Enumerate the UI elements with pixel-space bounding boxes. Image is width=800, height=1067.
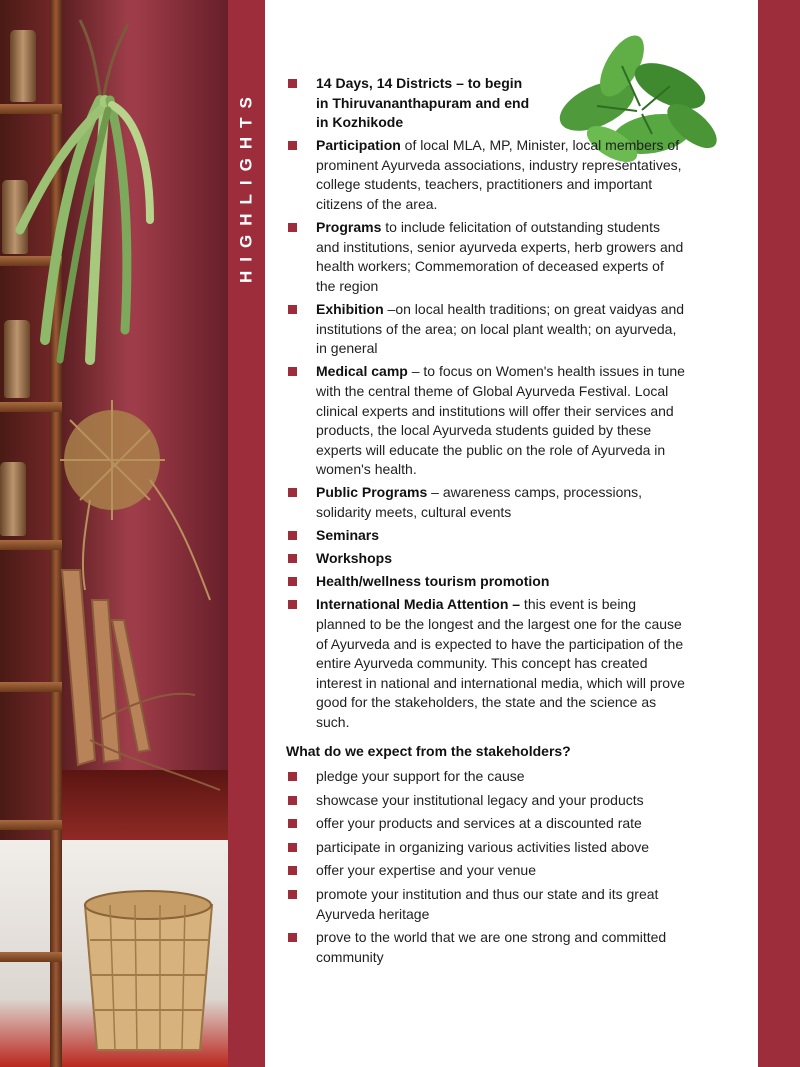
square-bullet-icon (288, 819, 297, 828)
square-bullet-icon (288, 796, 297, 805)
square-bullet-icon (288, 554, 297, 563)
item-text: –on local health traditions; on great vaidyas and institutions of the area; on local plant wealth; on ayurveda, in general (316, 301, 685, 357)
item-text: – to focus on Women's health issues in tune with the central theme of Global Ayurveda Festival. Local clinical experts and institutions will offer their services and products, the local Ayurveda students guided by these experts will educate the public on the role of Ayurveda in women's health. (316, 363, 685, 478)
square-bullet-icon (288, 577, 297, 586)
item-text: participate in organizing various activities listed above (316, 838, 650, 855)
list-item (286, 300, 686, 359)
item-text: prove to the world that we are one strong and committed community (316, 929, 667, 965)
square-bullet-icon (288, 933, 297, 942)
item-title: Medical camp (316, 363, 408, 380)
herbs-photo (0, 0, 228, 1067)
vertical-title: HIGHLIGHTS (236, 88, 256, 284)
item-title: 14 Days, 14 Districts – to begin in Thiruvananthapuram and end in Kozhikode (316, 75, 530, 131)
square-bullet-icon (288, 531, 297, 540)
expectations-list (286, 767, 686, 967)
title-band (228, 0, 265, 1067)
list-item (286, 526, 686, 546)
square-bullet-icon (288, 772, 297, 781)
list-item (286, 483, 686, 522)
root-bundle (60, 400, 210, 600)
highlights-content (286, 74, 686, 971)
item-title: International Media Attention – (316, 596, 521, 613)
item-body (316, 137, 682, 212)
list-item (286, 595, 686, 732)
square-bullet-icon (288, 305, 297, 314)
square-bullet-icon (288, 890, 297, 899)
item-text: to include felicitation of outstanding students and institutions, senior ayurveda experts, herb growers and health workers; Commemoration of deceased experts of the region (316, 219, 684, 294)
item-title: Health/wellness tourism promotion (316, 573, 550, 590)
square-bullet-icon (288, 600, 297, 609)
square-bullet-icon (288, 843, 297, 852)
item-title: Workshops (316, 550, 392, 567)
square-bullet-icon (288, 367, 297, 376)
list-item (286, 861, 686, 881)
dried-roots (62, 570, 220, 790)
item-text: offer your products and services at a discounted rate (316, 815, 642, 832)
list-item (286, 767, 686, 787)
item-text: pledge your support for the cause (316, 768, 525, 785)
right-edge-band (758, 0, 800, 1067)
herbs-illustration (0, 0, 228, 1067)
list-item (286, 928, 686, 967)
item-title: Programs (316, 219, 382, 236)
highlights-list (286, 74, 686, 733)
list-item (286, 549, 686, 569)
stakeholders-heading: What do we expect from the stakeholders? (286, 742, 571, 759)
item-title: Seminars (316, 527, 380, 544)
item-title: Exhibition (316, 301, 384, 318)
list-item (286, 838, 686, 858)
square-bullet-icon (288, 223, 297, 232)
item-text: offer your expertise and your venue (316, 862, 536, 879)
square-bullet-icon (288, 79, 297, 88)
list-item (286, 74, 686, 133)
item-text: this event is being planned to be the longest and the largest one for the cause of Ayurveda and is expected to have the participation of the entire Ayurveda community. This concept has created interest in national and international media, which will prove good for the stakeholders, the state and the science as such. (316, 596, 685, 730)
item-title: Participation (316, 137, 401, 154)
item-text: of local MLA, MP, Minister, local members of prominent Ayurveda associations, industry representatives, college students, teachers, practitioners and important citizens of the area. (316, 137, 682, 213)
list-item (286, 218, 686, 296)
item-title: Public Programs (316, 484, 428, 501)
list-item (286, 136, 686, 214)
list-item (286, 572, 686, 592)
item-text: – awareness camps, processions, solidarity meets, cultural events (316, 484, 643, 520)
square-bullet-icon (288, 141, 297, 150)
item-text: showcase your institutional legacy and your products (316, 791, 644, 808)
aloe-vera-leaves (20, 20, 150, 360)
list-item (286, 791, 686, 811)
list-item (286, 814, 686, 834)
square-bullet-icon (288, 866, 297, 875)
list-item (286, 362, 686, 480)
wicker-basket (85, 891, 212, 1050)
list-item (286, 885, 686, 924)
square-bullet-icon (288, 488, 297, 497)
item-text: promote your institution and thus our state and its great Ayurveda heritage (316, 886, 659, 922)
